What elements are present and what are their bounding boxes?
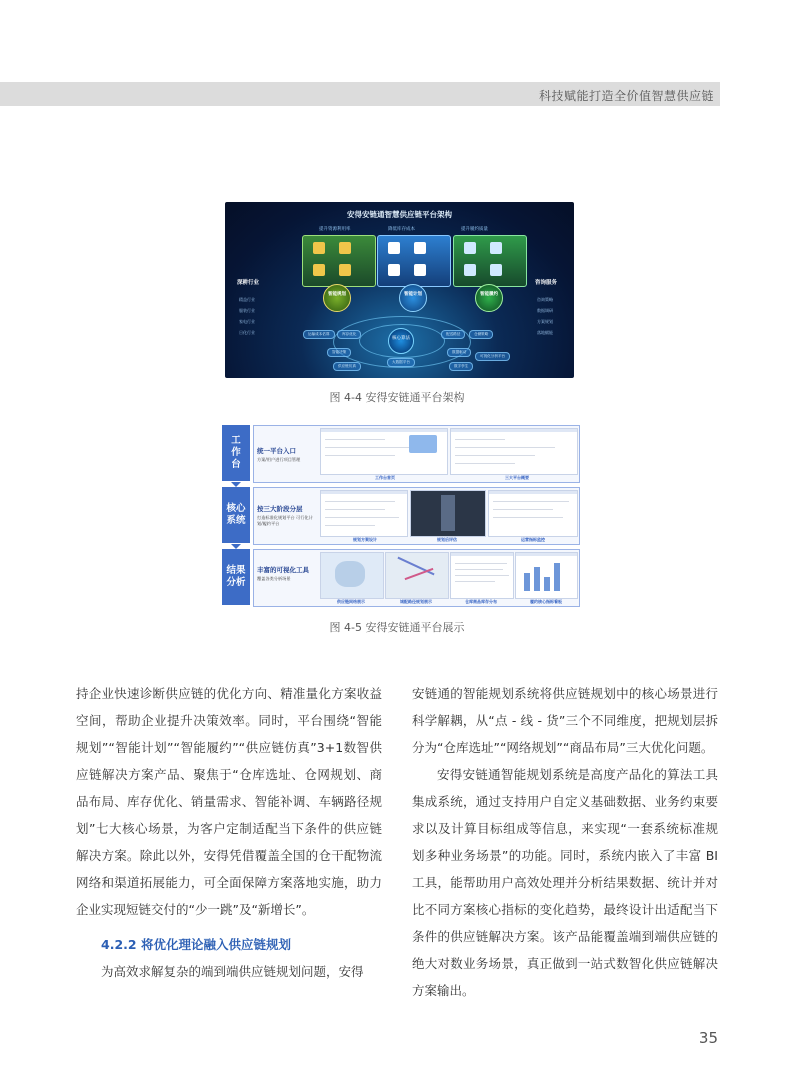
screenshot-thumbnail	[450, 552, 514, 599]
screenshot-thumbnail	[385, 552, 449, 599]
left-item: 家电行业	[239, 319, 255, 324]
row-title: 按三大阶段分层	[257, 505, 303, 513]
right-column-heading: 咨询服务	[535, 280, 558, 286]
capability-pill: 运输成本估算	[303, 330, 335, 339]
right-item: 咨询策略	[537, 297, 553, 302]
right-item: 数据调研	[537, 308, 553, 313]
screenshot-label: 履约核心指标看板	[530, 599, 562, 604]
right-item: 方案规划	[537, 319, 553, 324]
body-paragraph: 安得安链通智能规划系统是高度产品化的算法工具集成系统，通过支持用户自定义基础数据、业务约束要求以及计算目标组成等信息，来实现“一套系统标准规划多种业务场景”的功能。同时，系统内嵌入了丰富 BI 工具，能帮助用户高效处理并分析结果数据、统计并对比不同方案核心指标的变化趋势，最终设计出适配当下条件的供应链解决方案。该产品能覆盖端到端供应链的绝大对数业务场景，真正做到一站式数智化供应链解决方案输出。	[412, 767, 718, 998]
page-number: 35	[698, 1029, 718, 1047]
row-subtitle: 打造标准化规划平台 可行化计划/履约平台	[257, 515, 313, 526]
screenshot-thumbnail	[320, 428, 448, 475]
left-item: 精益行业	[239, 297, 255, 302]
capability-pill: 可视化分析平台	[475, 352, 510, 361]
smart-planning-orb: 智能规划	[323, 284, 351, 312]
screenshot-thumbnail	[450, 428, 578, 475]
left-column-heading: 深耕行业	[237, 280, 260, 286]
row-subtitle: 覆盖各类分析场景	[257, 576, 291, 581]
top-label: 降低库存成本	[388, 227, 415, 232]
body-paragraph: 安链通的智能规划系统将供应链规划中的核心场景进行科学解耦，从“点 - 线 - 货”三个不同维度，把规划层拆分为“仓库选址”“网络规划”“商品布局”三大优化问题。	[412, 686, 718, 755]
left-item: 服装行业	[239, 308, 255, 313]
smart-plan-orb: 智能计划	[399, 284, 427, 312]
top-label: 提升履约质量	[461, 227, 488, 232]
capability-pill: 数据驱动	[447, 348, 471, 357]
platform-showcase-figure	[222, 425, 578, 607]
planning-panel	[302, 235, 376, 287]
body-paragraph: 持企业快速诊断供应链的优化方向、精准量化方案收益空间，帮助企业提升决策效率。同时，平台围绕“智能规划”“智能计划”“智能履约”“供应链仿真”3+1数智供应链解决方案产品、聚焦于“仓库选址、仓网规划、商品布局、库存优化、销量需求、智能补调、车辆路径规划”七大核心场景，为客户定制适配当下条件的供应链解决方案。除此以外，安得凭借覆盖全国的仓干配物流网络和渠道拓展能力，可全面保障方案落地实施，助力企业实现短链交付的“少一跳”及“新增长”。	[76, 686, 382, 917]
row-title: 丰富的可视化工具	[257, 566, 309, 574]
figure-caption: 图 4-4 安得安链通平台架构	[329, 391, 465, 404]
screenshot-thumbnail	[488, 490, 578, 537]
row-label-workbench: 工作台	[222, 425, 250, 481]
capability-pill: 供应链仿真	[333, 362, 361, 371]
screenshot-label: 仓库商品库存分布	[465, 599, 497, 604]
screenshot-label: 规划后评估	[437, 537, 457, 542]
figure-caption: 图 4-5 安得安链通平台展示	[329, 621, 465, 634]
screenshot-thumbnail	[320, 490, 408, 537]
screenshot-label: 规划方案设计	[353, 537, 377, 542]
right-column	[412, 680, 718, 1004]
left-item: 日化行业	[239, 330, 255, 335]
row-label-core-system: 核心系统	[222, 487, 250, 543]
plan-panel	[377, 235, 451, 287]
running-header: 科技赋能打造全价值智慧供应链	[538, 89, 714, 103]
capability-pill: 智能决策	[327, 348, 351, 357]
row-title: 统一平台入口	[257, 447, 296, 455]
architecture-figure	[225, 202, 574, 378]
screenshot-thumbnail	[320, 552, 384, 599]
right-item: 落地赋能	[537, 330, 553, 335]
capability-pill: 配送路径	[441, 330, 465, 339]
fulfillment-panel	[453, 235, 527, 287]
screenshot-label: 三大平台概要	[505, 475, 529, 480]
capability-pill: 大数据平台	[387, 358, 415, 367]
screenshot-thumbnail	[410, 490, 486, 537]
left-column	[76, 680, 382, 985]
architecture-title: 安得安链通智慧供应链平台架构	[347, 210, 452, 219]
screenshot-label: 工作台首页	[375, 475, 395, 480]
row-label-result-analysis: 结果分析	[222, 549, 250, 605]
smart-fulfillment-orb: 智能履约	[475, 284, 503, 312]
core-orb: 核心算法	[388, 328, 414, 354]
section-heading: 4.2.2 将优化理论融入供应链规划	[101, 937, 291, 952]
body-paragraph: 为高效求解复杂的端到端供应链规划问题，安得	[101, 964, 364, 979]
capability-pill: 数字孪生	[449, 362, 473, 371]
screenshot-label: 供应链网络展示	[337, 599, 365, 604]
screenshot-label: 运营指标监控	[521, 537, 545, 542]
capability-pill: 仓储策略	[469, 330, 493, 339]
screenshot-thumbnail	[515, 552, 578, 599]
screenshot-label: 城配路径规划展示	[400, 599, 432, 604]
row-subtitle: 方案/用户进行项目管理	[257, 457, 301, 462]
top-label: 提升资源利用率	[319, 227, 351, 232]
capability-pill: 库存优化	[337, 330, 361, 339]
